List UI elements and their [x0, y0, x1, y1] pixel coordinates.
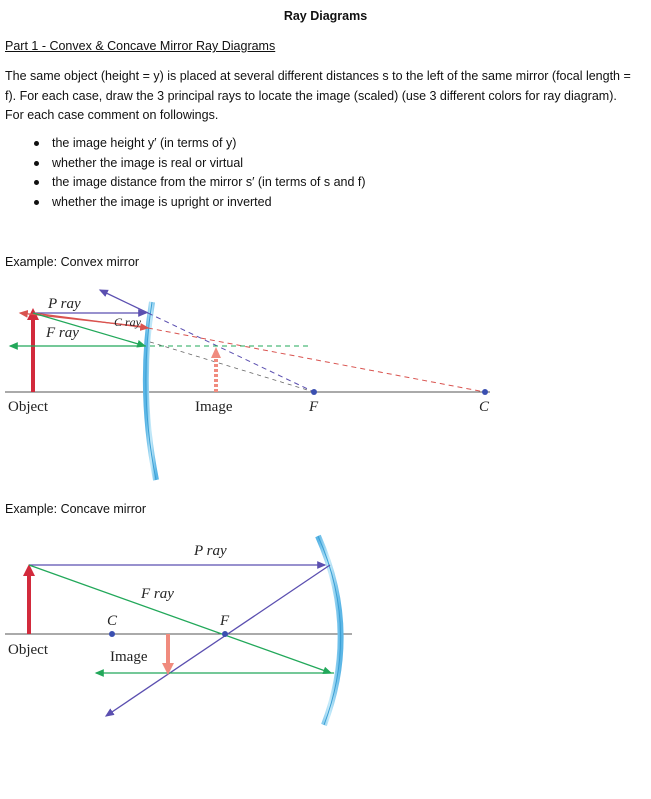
page-title: Ray Diagrams [283, 9, 368, 23]
list-item: the image distance from the mirror s′ (in terms of s and f) [34, 173, 366, 193]
convex-diagram [0, 280, 651, 480]
intro-paragraph: The same object (height = y) is placed at several different distances s to the left of the same mirror (focal length = f). For each case, draw the 3 principal rays to locate the image (scaled) (use 3 different colors for ray diagram). For each case comment on followings. [5, 69, 631, 122]
focal-label: F [309, 399, 319, 415]
list-item: whether the image is upright or inverted [34, 193, 366, 213]
center-label: C [107, 613, 118, 629]
f-ray-label: F ray [141, 586, 174, 602]
f-ray [29, 565, 331, 673]
list-item: whether the image is real or virtual [34, 154, 366, 174]
object-label: Object [8, 642, 48, 658]
p-ray-label: P ray [48, 296, 81, 312]
image-label: Image [195, 399, 233, 415]
p-ray-label: P ray [194, 543, 227, 559]
question-list [34, 134, 366, 212]
list-item: the image height y′ (in terms of y) [34, 134, 366, 154]
center-point [109, 631, 115, 637]
p-ray-virtual [148, 313, 314, 392]
center-point [482, 389, 488, 395]
convex-caption: Example: Convex mirror [5, 255, 140, 269]
center-label: C [479, 399, 490, 415]
concave-diagram [0, 530, 651, 730]
object-label: Object [8, 399, 48, 415]
f-ray-label: F ray [46, 325, 79, 341]
c-ray-label: C ray [114, 315, 141, 329]
focal-label: F [220, 613, 230, 629]
focal-point [311, 389, 317, 395]
p-ray-reflected [100, 290, 148, 313]
concave-caption: Example: Concave mirror [5, 502, 147, 516]
focal-point [222, 631, 228, 637]
image-label: Image [110, 649, 148, 665]
p-ray-reflected [106, 565, 330, 716]
part-heading: Part 1 - Convex & Concave Mirror Ray Diagrams [5, 39, 276, 53]
